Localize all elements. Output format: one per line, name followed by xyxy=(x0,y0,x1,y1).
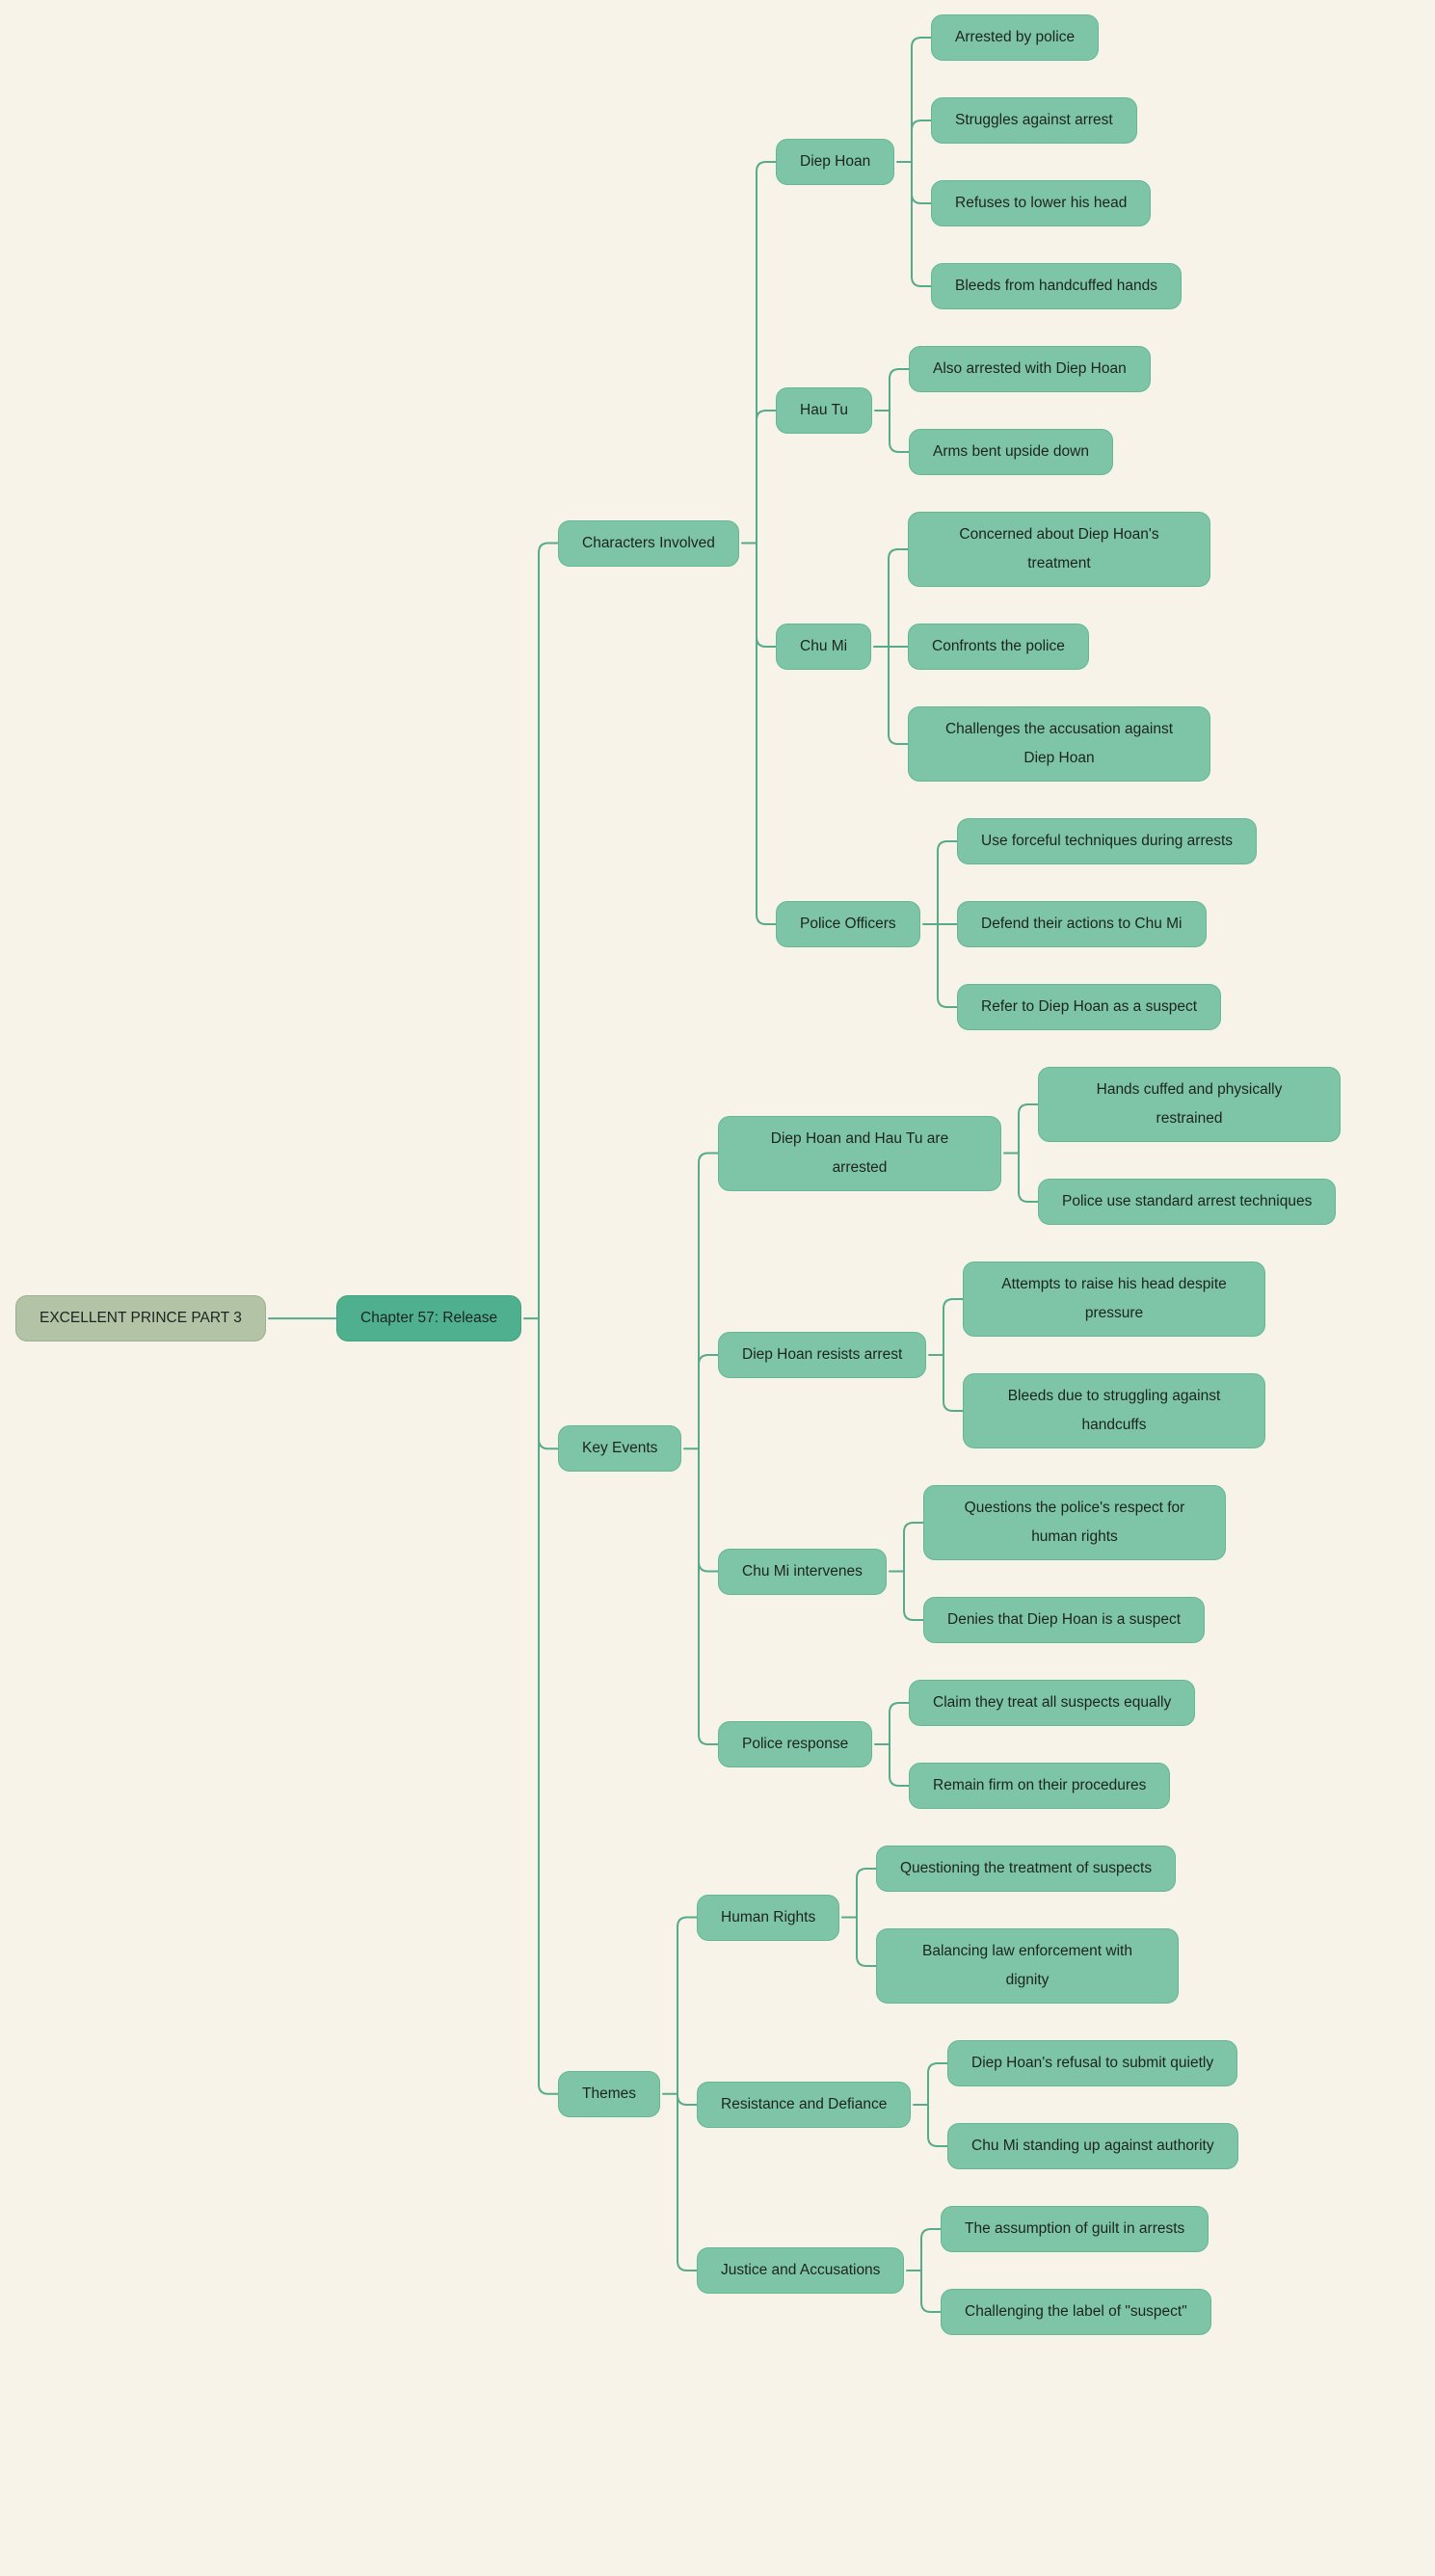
node-refuses-to-lower-his-head[interactable]: Refuses to lower his head xyxy=(931,180,1151,226)
node-police-use-standard-arrest-techniques[interactable]: Police use standard arrest techniques xyxy=(1038,1179,1336,1225)
node-justice-and-accusations[interactable]: Justice and Accusations xyxy=(697,2247,904,2294)
node-defend-their-actions-to-chu-mi[interactable]: Defend their actions to Chu Mi xyxy=(957,901,1207,947)
node-attempts-to-raise-his-head-despite-pressure[interactable]: Attempts to raise his head despite pressure xyxy=(963,1261,1265,1337)
node-bleeds-due-to-struggling-against-handcuffs[interactable]: Bleeds due to struggling against handcuffs xyxy=(963,1373,1265,1448)
node-human-rights[interactable]: Human Rights xyxy=(697,1895,839,1941)
node-denies-that-diep-hoan-is-a-suspect[interactable]: Denies that Diep Hoan is a suspect xyxy=(923,1597,1205,1643)
node-remain-firm-on-their-procedures[interactable]: Remain firm on their procedures xyxy=(909,1763,1170,1809)
node-chapter-57-release[interactable]: Chapter 57: Release xyxy=(336,1295,521,1341)
node-diep-hoan-and-hau-tu-are-arrested[interactable]: Diep Hoan and Hau Tu are arrested xyxy=(718,1116,1001,1191)
node-chu-mi-intervenes[interactable]: Chu Mi intervenes xyxy=(718,1549,887,1595)
node-arms-bent-upside-down[interactable]: Arms bent upside down xyxy=(909,429,1113,475)
node-themes[interactable]: Themes xyxy=(558,2071,660,2117)
node-also-arrested-with-diep-hoan[interactable]: Also arrested with Diep Hoan xyxy=(909,346,1151,392)
node-hands-cuffed-and-physically-restrained[interactable]: Hands cuffed and physically restrained xyxy=(1038,1067,1341,1142)
node-characters-involved[interactable]: Characters Involved xyxy=(558,520,739,567)
node-use-forceful-techniques-during-arrests[interactable]: Use forceful techniques during arrests xyxy=(957,818,1257,864)
node-excellent-prince-part-3[interactable]: EXCELLENT PRINCE PART 3 xyxy=(15,1295,266,1341)
node-resistance-and-defiance[interactable]: Resistance and Defiance xyxy=(697,2082,911,2128)
node-police-officers[interactable]: Police Officers xyxy=(776,901,920,947)
node-the-assumption-of-guilt-in-arrests[interactable]: The assumption of guilt in arrests xyxy=(941,2206,1209,2252)
node-questioning-the-treatment-of-suspects[interactable]: Questioning the treatment of suspects xyxy=(876,1846,1176,1892)
node-police-response[interactable]: Police response xyxy=(718,1721,872,1767)
node-confronts-the-police[interactable]: Confronts the police xyxy=(908,624,1089,670)
node-claim-they-treat-all-suspects-equally[interactable]: Claim they treat all suspects equally xyxy=(909,1680,1195,1726)
node-key-events[interactable]: Key Events xyxy=(558,1425,681,1472)
node-refer-to-diep-hoan-as-a-suspect[interactable]: Refer to Diep Hoan as a suspect xyxy=(957,984,1221,1030)
node-challenges-the-accusation-against-diep-hoan[interactable]: Challenges the accusation against Diep Hoan xyxy=(908,706,1210,782)
node-arrested-by-police[interactable]: Arrested by police xyxy=(931,14,1099,61)
node-diep-hoan[interactable]: Diep Hoan xyxy=(776,139,894,185)
node-diep-hoan-s-refusal-to-submit-quietly[interactable]: Diep Hoan's refusal to submit quietly xyxy=(947,2040,1237,2086)
node-challenging-the-label-of-suspect[interactable]: Challenging the label of "suspect" xyxy=(941,2289,1211,2335)
node-concerned-about-diep-hoan-s-treatment[interactable]: Concerned about Diep Hoan's treatment xyxy=(908,512,1210,587)
node-hau-tu[interactable]: Hau Tu xyxy=(776,387,872,434)
node-chu-mi[interactable]: Chu Mi xyxy=(776,624,871,670)
node-questions-the-police-s-respect-for-human-rights[interactable]: Questions the police's respect for human rights xyxy=(923,1485,1226,1560)
node-chu-mi-standing-up-against-authority[interactable]: Chu Mi standing up against authority xyxy=(947,2123,1238,2169)
node-struggles-against-arrest[interactable]: Struggles against arrest xyxy=(931,97,1137,144)
node-diep-hoan-resists-arrest[interactable]: Diep Hoan resists arrest xyxy=(718,1332,926,1378)
node-balancing-law-enforcement-with-dignity[interactable]: Balancing law enforcement with dignity xyxy=(876,1928,1179,2004)
node-bleeds-from-handcuffed-hands[interactable]: Bleeds from handcuffed hands xyxy=(931,263,1182,309)
